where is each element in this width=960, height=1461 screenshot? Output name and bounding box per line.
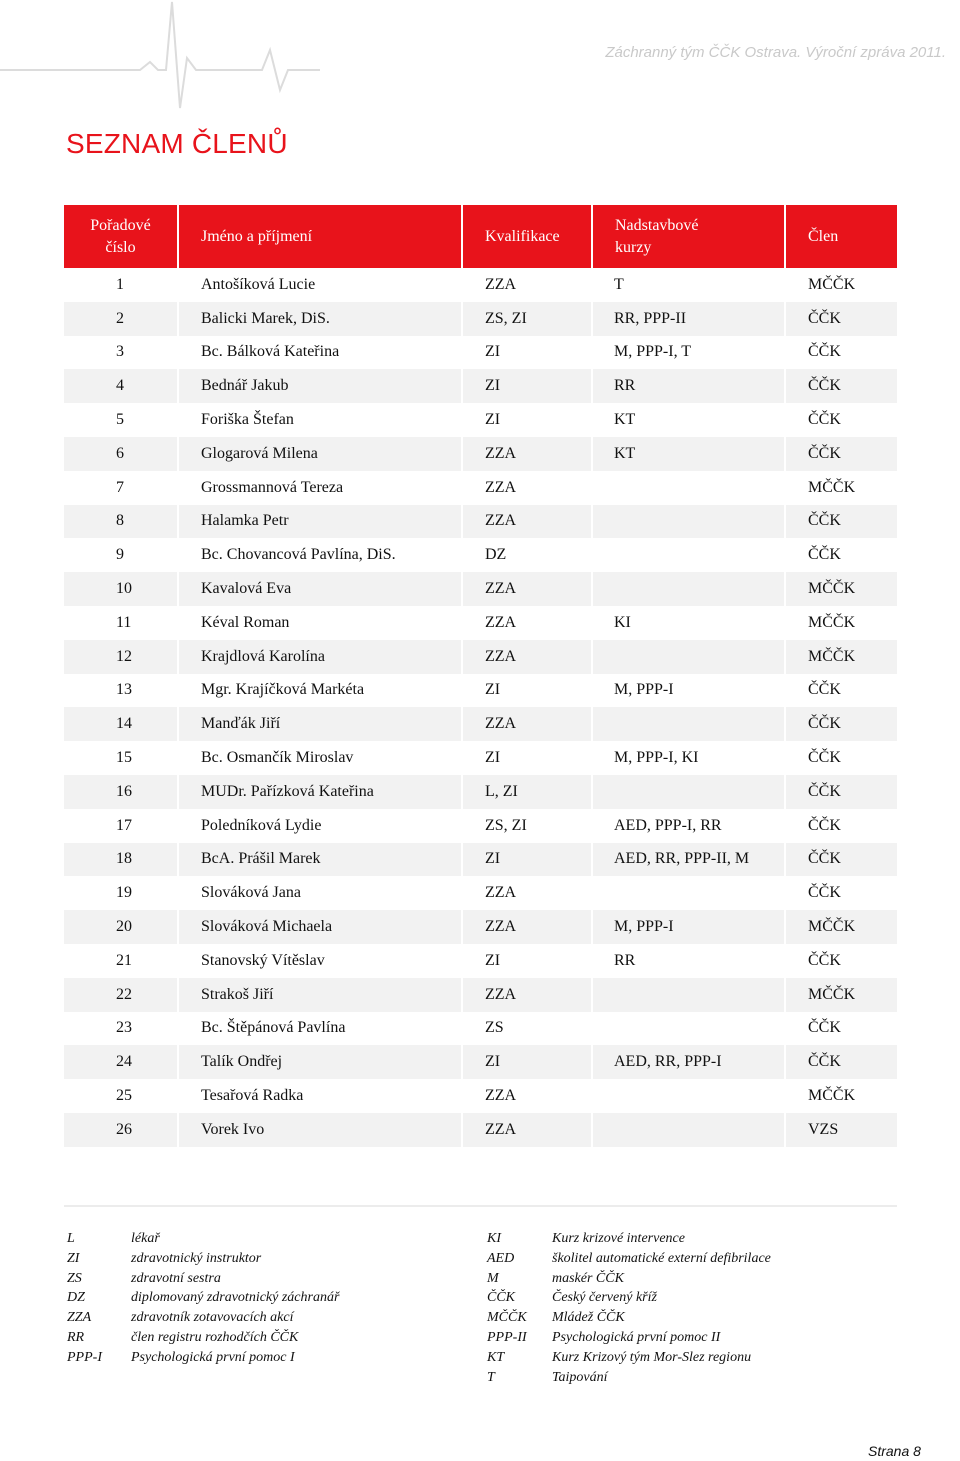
member-membership: MČČK [785,978,897,1012]
member-membership: ČČK [785,809,897,843]
legend-item [67,1229,339,1249]
member-number: 16 [64,775,178,809]
table-row [64,369,897,403]
member-membership: VZS [785,1113,897,1147]
table-row [64,741,897,775]
member-name: Bc. Chovancová Pavlína, DiS. [178,538,462,572]
member-qualification: ZI [462,1045,592,1079]
member-number: 13 [116,681,132,699]
member-membership: ČČK [785,505,897,539]
member-qualification: ZI [462,369,592,403]
table-row [64,606,897,640]
member-membership: MČČK [785,910,897,944]
member-courses [592,640,785,674]
member-number: 19 [116,884,132,902]
member-membership: MČČK [785,268,897,302]
members-table [64,205,897,1147]
member-courses [592,978,785,1012]
member-name: Foriška Štefan [178,403,462,437]
page-title: SEZNAM ČLENŮ [66,128,288,159]
legend-description: školitel automatické externí defibrilace [552,1250,771,1266]
member-membership: ČČK [785,843,897,877]
member-membership: ČČK [785,944,897,978]
member-name: Bc. Osmančík Miroslav [178,741,462,775]
member-name: Strakoš Jiří [178,978,462,1012]
legend-description: Kurz Krizový tým Mor-Slez regionu [552,1349,752,1365]
column-header-membership: Člen [785,205,897,268]
member-membership: ČČK [785,876,897,910]
member-membership: MČČK [785,1079,897,1113]
member-number: 14 [64,707,178,741]
member-name: Poledníková Lydie [178,809,462,843]
member-courses: AED, RR, PPP-I [592,1045,785,1079]
legend-description: Kurz krizové intervence [552,1231,685,1246]
column-header-courses: Nadstavbové kurzy [592,205,785,268]
table-row [64,538,897,572]
member-name: Stanovský Vítěslav [178,944,462,978]
legend-abbreviation: AED [487,1250,515,1266]
legend-description: Psychologická první pomoc I [131,1349,295,1365]
member-courses: M, PPP-I [592,674,785,708]
member-membership: ČČK [785,741,897,775]
member-courses [592,1012,785,1046]
member-courses: RR, PPP-II [592,302,785,336]
member-name: Tesařová Radka [178,1079,462,1113]
legend-abbreviation: KT [487,1349,505,1365]
legend-item [487,1229,771,1249]
member-number: 5 [116,411,124,429]
legend-item [487,1328,771,1348]
table-row [64,268,897,302]
table-row [64,437,897,471]
member-membership: ČČK [785,775,897,809]
legend-description: lékař [131,1231,160,1246]
member-number: 17 [116,816,132,834]
member-membership: ČČK [785,1045,897,1079]
legend-abbreviation: ZZA [67,1310,92,1326]
member-name: Kavalová Eva [178,572,462,606]
member-courses: KT [592,437,785,471]
legend-item [487,1288,771,1308]
legend-abbreviation: T [487,1369,495,1385]
table-row [64,978,897,1012]
member-name: Kéval Roman [178,606,462,640]
legend-abbreviation: M [487,1270,499,1286]
member-name: Krajdlová Karolína [178,640,462,674]
column-header-name: Jméno a příjmení [178,205,462,268]
member-qualification: ZZA [462,437,592,471]
member-number: 1 [116,275,124,293]
legend-description: diplomovaný zdravotnický záchranář [131,1290,340,1306]
member-name: Bednář Jakub [178,369,462,403]
table-row [64,403,897,437]
table-row [64,707,897,741]
member-qualification: ZZA [462,1079,592,1113]
member-courses [592,471,785,505]
legend-item [487,1269,771,1289]
member-qualification: ZI [462,336,592,370]
member-name: BcA. Prášil Marek [178,843,462,877]
member-number: 25 [116,1087,132,1105]
legend-abbreviation: PPP-I [67,1349,102,1365]
member-number: 24 [64,1045,178,1079]
legend-description: maskér ČČK [552,1270,624,1286]
legend-abbreviation: RR [67,1329,85,1345]
member-membership: ČČK [785,336,897,370]
member-qualification: ZS [462,1012,592,1046]
legend-item [67,1328,339,1348]
legend-right [487,1229,771,1387]
member-qualification: DZ [462,538,592,572]
table-row [64,843,897,877]
member-number: 12 [64,640,178,674]
table-row [64,471,897,505]
legend-item [487,1368,771,1388]
member-name: Talík Ondřej [178,1045,462,1079]
member-name: Grossmannová Tereza [178,471,462,505]
member-qualification: ZS, ZI [462,302,592,336]
member-name: Balicki Marek, DiS. [178,302,462,336]
member-qualification: ZI [462,741,592,775]
table-row [64,1113,897,1147]
member-courses: M, PPP-I [592,910,785,944]
running-header: Záchranný tým ČČK Ostrava. Výroční zpráva 2011. [605,44,946,61]
legend-item [67,1249,339,1269]
member-membership: ČČK [785,403,897,437]
member-qualification: ZZA [462,876,592,910]
legend-item [487,1249,771,1269]
member-courses: KI [592,606,785,640]
table-row [64,302,897,336]
member-courses: M, PPP-I, T [592,336,785,370]
table-row [64,910,897,944]
member-qualification: ZZA [462,978,592,1012]
member-number: 23 [116,1019,132,1037]
member-qualification: ZI [462,674,592,708]
legend-abbreviation: L [67,1231,75,1246]
member-courses [592,707,785,741]
member-membership: ČČK [785,707,897,741]
member-qualification: ZZA [462,572,592,606]
member-courses [592,572,785,606]
legend-description: Mládež ČČK [552,1310,625,1326]
member-qualification: ZI [462,843,592,877]
member-qualification: ZZA [462,505,592,539]
member-membership: ČČK [785,1012,897,1046]
column-header-number: Pořadové číslo [64,205,178,268]
member-number: 4 [64,369,178,403]
legend-abbreviation: MČČK [487,1310,527,1326]
member-number: 7 [116,478,124,496]
member-qualification: ZS, ZI [462,809,592,843]
column-header-qualification: Kvalifikace [462,205,592,268]
member-courses: M, PPP-I, KI [592,741,785,775]
legend-divider [64,1205,897,1207]
member-name: MUDr. Pařízková Kateřina [178,775,462,809]
member-membership: ČČK [785,302,897,336]
member-number: 8 [64,505,178,539]
legend-description: zdravotnický instruktor [131,1250,262,1266]
legend-item [487,1308,771,1328]
member-courses: RR [592,944,785,978]
member-courses [592,505,785,539]
legend-description: Český červený kříž [552,1290,657,1306]
member-number: 10 [64,572,178,606]
member-courses: T [592,268,785,302]
member-courses [592,876,785,910]
member-qualification: ZI [462,944,592,978]
legend-item [67,1288,339,1308]
table-row [64,1079,897,1113]
member-qualification: ZI [462,403,592,437]
member-name: Antošíková Lucie [178,268,462,302]
member-number: 18 [64,843,178,877]
member-name: Mgr. Krajíčková Markéta [178,674,462,708]
member-membership: ČČK [785,674,897,708]
legend-description: Psychologická první pomoc II [552,1329,721,1345]
member-name: Halamka Petr [178,505,462,539]
table-row [64,944,897,978]
member-qualification: ZZA [462,1113,592,1147]
member-courses: AED, RR, PPP-II, M [592,843,785,877]
table-row [64,876,897,910]
legend-description: zdravotník zotavovacích akcí [131,1310,294,1326]
member-membership: MČČK [785,471,897,505]
legend-item [487,1348,771,1368]
member-name: Slováková Michaela [178,910,462,944]
member-number: 6 [64,437,178,471]
member-membership: MČČK [785,640,897,674]
member-number: 15 [116,749,132,767]
legend-abbreviation: KI [487,1231,501,1246]
member-name: Slováková Jana [178,876,462,910]
member-qualification: ZZA [462,640,592,674]
legend-abbreviation: ZI [67,1250,80,1266]
table-row [64,640,897,674]
member-qualification: ZZA [462,910,592,944]
member-number: 20 [64,910,178,944]
member-membership: MČČK [785,606,897,640]
member-qualification: ZZA [462,268,592,302]
member-membership: ČČK [785,369,897,403]
member-courses [592,775,785,809]
table-row [64,674,897,708]
table-row [64,1045,897,1079]
table-row [64,336,897,370]
member-qualification: ZZA [462,707,592,741]
member-name: Vorek Ivo [178,1113,462,1147]
member-membership: MČČK [785,572,897,606]
table-header-row [64,205,897,268]
legend-item [67,1348,339,1368]
table-row [64,1012,897,1046]
page-number: Strana 8 [868,1443,921,1459]
members-table-body [64,268,897,1147]
member-courses: AED, PPP-I, RR [592,809,785,843]
member-courses [592,1113,785,1147]
member-membership: ČČK [785,437,897,471]
member-courses: RR [592,369,785,403]
legend-abbreviation: DZ [67,1290,85,1306]
member-name: Bc. Bálková Kateřina [178,336,462,370]
member-courses: KT [592,403,785,437]
member-qualification: ZZA [462,471,592,505]
legend-item [67,1308,339,1328]
legend-abbreviation: ČČK [487,1290,516,1306]
member-courses [592,1079,785,1113]
legend-left [67,1229,339,1368]
member-name: Glogarová Milena [178,437,462,471]
member-name: Bc. Štěpánová Pavlína [178,1012,462,1046]
member-number: 11 [116,613,132,631]
member-qualification: L, ZI [462,775,592,809]
legend-abbreviation: PPP-II [487,1329,527,1345]
member-name: Manďák Jiří [178,707,462,741]
table-row [64,809,897,843]
member-number: 22 [64,978,178,1012]
table-row [64,572,897,606]
member-number: 21 [116,951,132,969]
table-row [64,775,897,809]
member-qualification: ZZA [462,606,592,640]
table-row [64,505,897,539]
legend-description: zdravotní sestra [131,1270,221,1286]
legend-item [67,1269,339,1289]
legend-abbreviation: ZS [67,1270,82,1286]
legend-description: Taipování [552,1369,608,1385]
member-number: 2 [64,302,178,336]
legend-description: člen registru rozhodčích ČČK [131,1329,299,1345]
member-number: 26 [64,1113,178,1147]
member-courses [592,538,785,572]
member-membership: ČČK [785,538,897,572]
member-number: 3 [116,343,124,361]
member-number: 9 [116,546,124,564]
